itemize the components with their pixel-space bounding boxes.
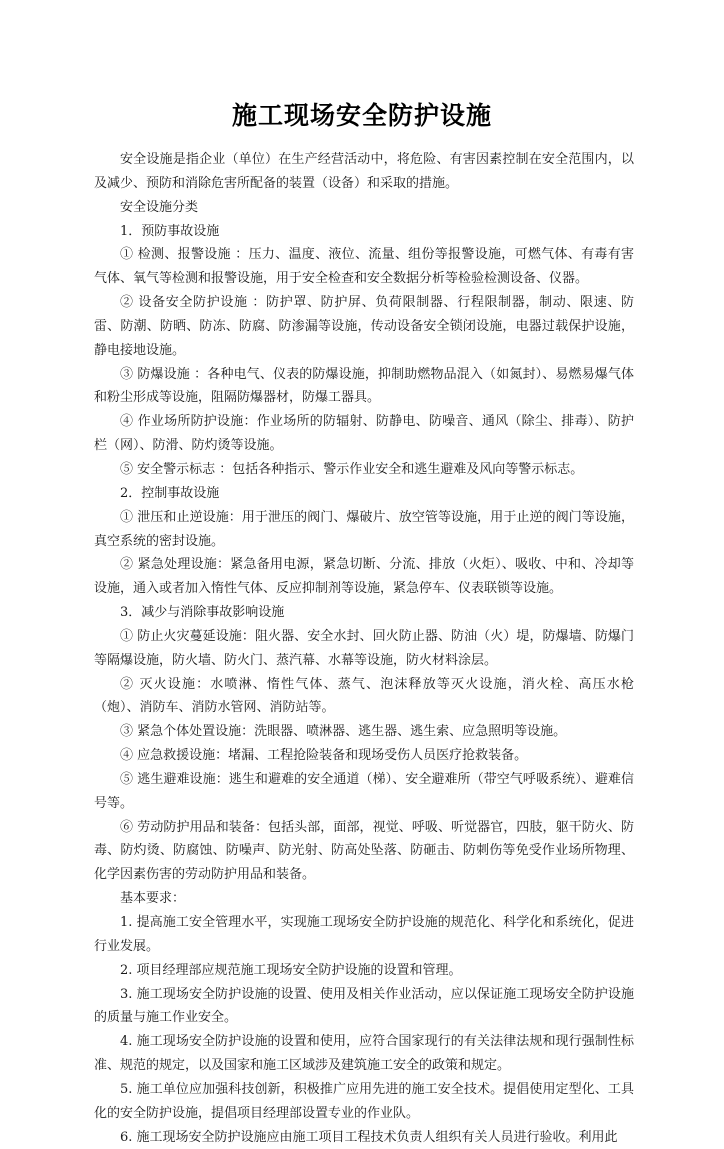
paragraph: ③ 紧急个体处置设施：洗眼器、喷淋器、逃生器、逃生索、应急照明等设施。 xyxy=(120,724,567,740)
paragraph: ⑤ 安全警示标志 ：包括各种指示、警示作业安全和逃生避难及风向等警示标志。 xyxy=(120,461,584,477)
paragraph: ① 检测、报警设施 ：压力、温度、液位、流量、组份等报警设施，可燃气体、有毒有害气体、氧气等检测和报警设施，用于安全检查和安全数据分析等检验检测设备、仪器。 xyxy=(94,247,634,287)
paragraph: 4. 施工现场安全防护设施的设置和使用，应符合国家现行的有关法律法规和现行强制性标准、规范的规定，以及国家和施工区域涉及建筑施工安全的政策和规定。 xyxy=(94,1034,634,1074)
paragraph: ② 紧急处理设施：紧急备用电源，紧急切断、分流、排放（火炬）、吸收、中和、冷却等设施，通入或者加入惰性气体、反应抑制剂等设施，紧急停车、仪表联锁等设施。 xyxy=(94,557,634,597)
paragraph: ⑤ 逃生避难设施：逃生和避难的安全通道（梯）、安全避难所（带空气呼吸系统）、避难信号等。 xyxy=(94,771,634,811)
paragraph: ① 泄压和止逆设施：用于泄压的阀门、爆破片、放空管等设施，用于止逆的阀门等设施，真空系统的密封设施。 xyxy=(94,509,634,549)
paragraph: ② 设备安全防护设施 ：防护罩、防护屏、负荷限制器、行程限制器，制动、限速、防雷、防潮、防晒、防冻、防腐、防渗漏等设施，传动设备安全锁闭设施，电器过载保护设施，静电接地设施。 xyxy=(94,295,634,358)
paragraph: 2．控制事故设施 xyxy=(120,485,220,501)
paragraph: ④ 应急救援设施：堵漏、工程抢险装备和现场受伤人员医疗抢救装备。 xyxy=(120,748,528,764)
paragraph: 2. 项目经理部应规范施工现场安全防护设施的设置和管理。 xyxy=(120,962,462,978)
paragraph: ② 灭火设施：水喷淋、惰性气体、蒸气、泡沫释放等灭火设施，消火栓、高压水枪（炮）、消防车、消防水管网、消防站等。 xyxy=(94,676,634,716)
paragraph: 安全设施分类 xyxy=(120,199,199,215)
paragraph: 5. 施工单位应加强科技创新，积极推广应用先进的施工安全技术。提倡使用定型化、工具化的安全防护设施，提倡项目经理部设置专业的作业队。 xyxy=(94,1081,634,1121)
document-title: 施工现场安全防护设施 xyxy=(231,101,492,130)
document-body xyxy=(94,148,634,1149)
paragraph: 3．减少与消除事故影响设施 xyxy=(120,605,285,621)
paragraph: ① 防止火灾蔓延设施：阻火器、安全水封、回火防止器、防油（火）堤，防爆墙、防爆门等隔爆设施，防火墙、防火门、蒸汽幕、水幕等设施，防火材料涂层。 xyxy=(94,628,634,668)
paragraph: 1. 提高施工安全管理水平，实现施工现场安全防护设施的规范化、科学化和系统化，促进行业发展。 xyxy=(94,915,634,954)
paragraph: 3. 施工现场安全防护设施的设置、使用及相关作业活动，应以保证施工现场安全防护设施的质量与施工作业安全。 xyxy=(94,986,634,1026)
paragraph: ⑥ 劳动防护用品和装备：包括头部，面部，视觉、呼吸、听觉器官，四肢，躯干防火、防毒、防灼烫、防腐蚀、防噪声、防光射、防高处坠落、防砸击、防刺伤等免受作业场所物理、化学因素伤害的劳动防护用品和装备。 xyxy=(94,819,634,883)
paragraph: ③ 防爆设施 ：各种电气、仪表的防爆设施，抑制助燃物品混入（如氮封）、易燃易爆气体和粉尘形成等设施，阻隔防爆器材，防爆工器具。 xyxy=(94,366,634,406)
paragraph: 安全设施是指企业（单位）在生产经营活动中，将危险、有害因素控制在安全范围内，以及减少、预防和消除危害所配备的装置（设备）和采取的措施。 xyxy=(94,152,634,191)
paragraph: 6. 施工现场安全防护设施应由施工项目工程技术负责人组织有关人员进行验收。利用此 xyxy=(120,1129,618,1145)
paragraph: 基本要求： xyxy=(120,891,186,907)
paragraph: ④ 作业场所防护设施：作业场所的防辐射、防静电、防噪音、通风（除尘、排毒）、防护栏（网）、防滑、防灼烫等设施。 xyxy=(94,414,634,454)
paragraph: 1．预防事故设施 xyxy=(120,223,220,239)
